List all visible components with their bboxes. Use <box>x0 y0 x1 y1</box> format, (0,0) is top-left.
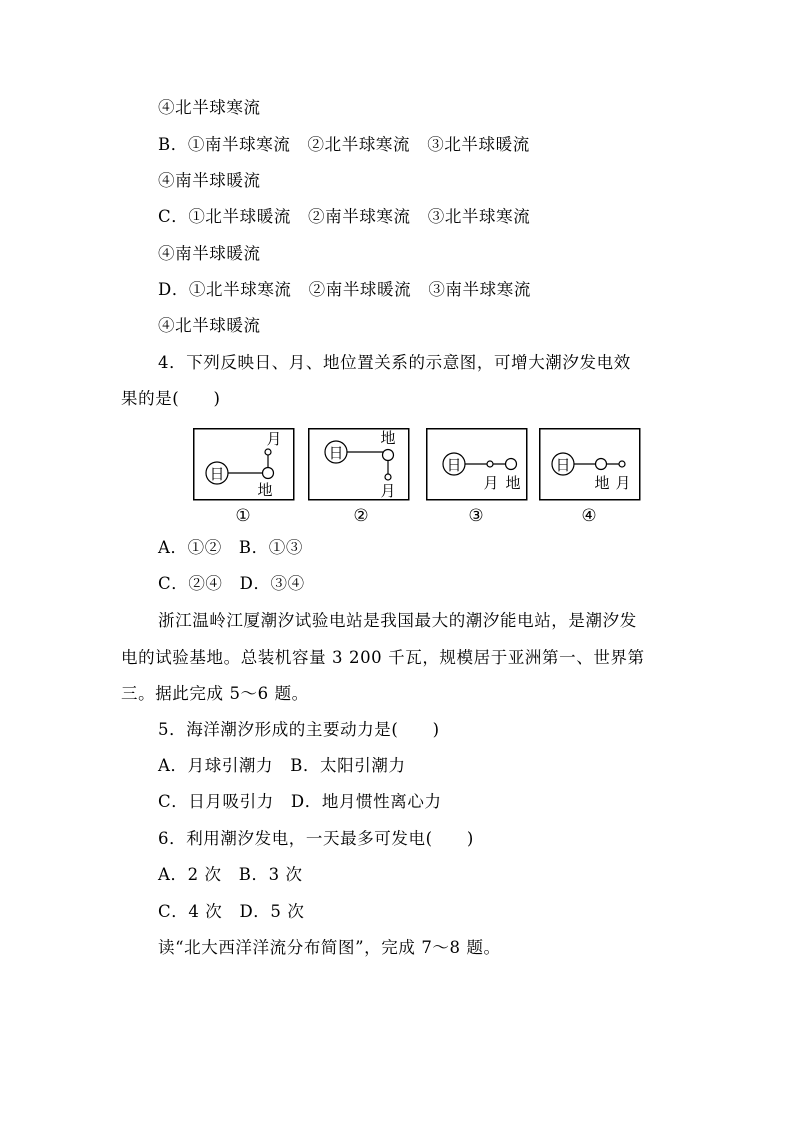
question-4-options-cd: C．②④ D．③④ <box>158 574 305 593</box>
diagram-panel-3 <box>426 428 528 526</box>
earth-label: 地 <box>594 474 610 492</box>
diagram-caption-4: ④ <box>581 506 597 526</box>
option-d-cont: ④北半球暖流 <box>158 316 261 335</box>
read-instruction: 读“北大西洋洋流分布简图”，完成 7～8 题。 <box>158 938 501 957</box>
moon-label: 月 <box>615 474 631 492</box>
moon-label: 月 <box>483 474 499 492</box>
sun-label: 日 <box>328 444 344 462</box>
sun-label: 日 <box>209 465 225 483</box>
question-4-options-ab: A．①② B．①③ <box>158 538 303 557</box>
question-4-cont: 果的是( ) <box>121 389 221 408</box>
option-c: C．①北半球暖流 ②南半球寒流 ③北半球寒流 <box>158 207 531 226</box>
passage-line-3: 三。据此完成 5～6 题。 <box>121 684 309 703</box>
question-6-options-cd: C．4 次 D．5 次 <box>158 902 305 921</box>
diagram-panel-4 <box>539 428 641 526</box>
earth-label: 地 <box>257 481 273 499</box>
option-b: B．①南半球寒流 ②北半球寒流 ③北半球暖流 <box>158 135 530 154</box>
question-6: 6．利用潮汐发电，一天最多可发电( ) <box>158 829 474 848</box>
question-5-options-cd: C．日月吸引力 D．地月惯性离心力 <box>158 792 442 811</box>
option-d: D．①北半球寒流 ②南半球暖流 ③南半球寒流 <box>158 280 531 299</box>
sun-moon-earth-diagram <box>193 428 643 524</box>
option-c-cont: ④南半球暖流 <box>158 244 261 263</box>
option-b-cont: ④南半球暖流 <box>158 171 261 190</box>
diagram-panel-2 <box>308 428 410 526</box>
passage-line-2: 电的试验基地。总装机容量 3 200 千瓦，规模居于亚洲第一、世界第 <box>121 648 645 667</box>
option-a-cont: ④北半球寒流 <box>158 98 261 117</box>
earth-label: 地 <box>505 474 521 492</box>
question-6-options-ab: A．2 次 B．3 次 <box>158 865 303 884</box>
diagram-caption-1: ① <box>235 506 251 526</box>
moon-label: 月 <box>266 430 282 448</box>
question-5: 5．海洋潮汐形成的主要动力是( ) <box>158 720 440 739</box>
moon-label: 月 <box>380 482 396 500</box>
passage-line-1: 浙江温岭江厦潮汐试验电站是我国最大的潮汐能电站，是潮汐发 <box>158 611 637 630</box>
diagram-caption-2: ② <box>353 506 369 526</box>
sun-label: 日 <box>446 456 462 474</box>
sun-label: 日 <box>555 456 571 474</box>
earth-label: 地 <box>380 429 396 447</box>
diagram-caption-3: ③ <box>468 506 484 526</box>
diagram-panel-1 <box>193 428 295 526</box>
question-4: 4．下列反映日、月、地位置关系的示意图，可增大潮汐发电效 <box>158 353 631 372</box>
question-5-options-ab: A．月球引潮力 B．太阳引潮力 <box>158 756 406 775</box>
